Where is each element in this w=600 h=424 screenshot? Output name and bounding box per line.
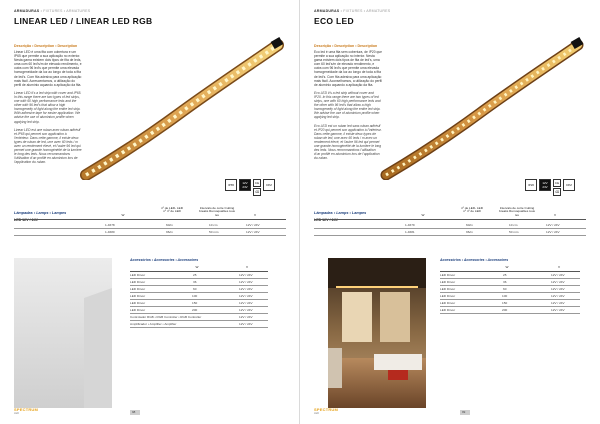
accessories-label: Accessórios • Accessories • Accessoires [130,258,199,262]
acc-v: 12V / 24V [239,322,253,326]
row-cut: 10 cm [509,223,518,227]
weee-bin-icon: ⌫ [554,190,560,194]
table-rule [130,292,268,293]
acc-w: 36 [193,280,197,284]
dimmable-icon: DIM [263,179,275,191]
interior-room-photo [328,258,426,408]
table-rule [130,320,268,321]
acc-v: 12V / 24V [239,308,253,312]
description-en: Linear LED it’s a led strip with cover and IP65. In this range there are two types of led strips, one with 60 high performance leds and the other with 96 led’s that allow a high homogeneity of light along the entire led strip. With adhesive tape for easier application. We advise the use of aluminium profile when applying led strip. [14,90,82,124]
voltage-icon: 12V 24V [539,179,551,191]
row-leds: 60/m [466,223,473,227]
ce-mark-icon: CE [554,181,560,185]
description-fr: Linear LED est une ruban avec ruban adhésif et IP65 qui permet son application à l’extérieur. Dans cette gamme, il existe deux types de ruban de led, une avec 60 leds / m avec un rendement élevé, et l’autre 96 led qui permet une grande homogénéité de la lumière le long des leds. Nous recommandons l’utilisation d’un profilé en aluminium lors de l’application du ruban. [14,127,82,165]
lamps-label: Lâmpadas • Lamps • Lampes [14,211,67,215]
acc-v: 12V / 24V [239,280,253,284]
row-leds: 60/m [166,223,173,227]
table-rule [130,285,268,286]
acc-w: 25 [193,273,197,277]
row-code: 1-4681 [405,230,415,234]
dimmable-icon: DIM [563,179,575,191]
acc-col-w: W [195,265,199,269]
table-rule [130,299,268,300]
page-title: ECO LED [314,16,354,26]
table-rule [314,235,586,236]
table-rule [130,313,268,314]
table-rule [314,228,586,229]
table-rule [314,219,586,220]
acc-v: 12V / 24V [551,301,565,305]
brand-logo: SPECTRUM LED [14,407,39,415]
table-rule [440,299,580,300]
description-label: Descrição • Description • Description [14,44,78,48]
description-fr: Eco LED est un ruban led sans ruban adhésif et IP20 qui permet son application à l’intérieur. Dans cette gamme, il existe deux types de ruban de led, une avec 60 leds / m avec un rendement élevé, et l’autre 96 led qui permet une grande homogénéité de la lumière le long des leds. Nous recommandons l’utilisation d’un profilé en aluminium lors de l’application du ruban. [314,123,382,161]
col-header-w: W [121,213,125,217]
led-strip-image [380,35,585,180]
description-en: Eco LED it’s a led strip without cover and IP20. In this range there are two types of led strips, one with 60 high performance leds and the other with 96 led’s that allow a high homogeneity of light along the entire led strip. We advise the use of aluminium profile when applying led strip. [314,90,381,120]
acc-v: 12V / 24V [551,308,565,312]
table-rule [14,219,286,220]
table-rule [14,235,286,236]
table-rule [440,278,580,279]
description-pt: Linear LED é uma fita com cobertura e um IP65 que permite a sua aplicação no exterior. Nesta gama existem dois tipos de fita de leds, uma com 60 led’s/m de elevado rendimento, e outra com 96 led’s que permite uma elevada homogeneidade da luz ao longo de toda a fita de led’s. Com fita adesiva para uma aplicação mais fácil. Acrescentamos, a utilização do perfil de alumínio aquando a aplicação da fita. [14,50,82,87]
table-rule [130,278,268,279]
row-volt: 12V / 24V [246,223,260,227]
voltage-icon: 12V 24V [239,179,251,191]
row-code: 1-4680 [105,230,115,234]
acc-v: 12V / 24V [551,280,565,284]
col-header-cut: Intervalo de corte Cutting breaks Remoquables tous les [499,206,535,217]
acc-w: 100 [502,294,508,298]
table-rule [130,271,268,272]
acc-name: Amplificador • Amplifier • Amplifier [130,322,177,326]
col-header-v: V [253,213,257,217]
table-rule [130,306,268,307]
acc-name: LED Driver [130,308,146,312]
acc-name: LED Driver [130,280,146,284]
acc-w: 150 [502,301,508,305]
description-pt: Eco led é uma fita sem cobertura, de IP20 que permite a sua aplicação no interior. Nesta gama existem dois tipos de fita de led’s, uma com 60 led’s/m de elevado rendimento, e outra com 96 led’s que permite uma elevada homogeneidade da luz ao longo de toda a fita de led’s. Com fita adesiva para uma aplicação mais fácil. Aconselhamos, a utilização do perfil de alumínio aquando a aplicação da fita. [314,50,382,87]
right-page [300,0,600,424]
acc-w: 200 [502,308,508,312]
col-header-cut: Intervalo de corte Cutting breaks Remoquables tous les [199,206,235,217]
acc-name: LED Driver [440,301,456,305]
acc-w: 36 [503,280,507,284]
table-rule [440,271,580,272]
spec-icons [525,179,575,196]
acc-name: Controlador RGB • RGB Controller • RGB Controller [130,315,202,319]
acc-v: 12V / 24V [239,294,253,298]
table-rule [440,313,580,314]
acc-name: LED Driver [440,294,456,298]
row-cut: 50 mm [509,230,519,234]
accessories-label: Accessórios • Accessories • Accessoires [440,258,509,262]
table-rule [440,292,580,293]
row-code: 1-4678 [105,223,115,227]
lamps-label: Lâmpadas • Lamps • Lampes [314,211,367,215]
acc-v: 12V / 24V [239,287,253,291]
ip-rating-icon: IP20 [525,179,537,191]
acc-name: LED Driver [440,308,456,312]
acc-name: LED Driver [130,273,146,277]
led-voltage-label: LED 12V / 24V [14,218,38,222]
table-rule [14,228,286,229]
col-header-v: V [553,213,557,217]
acc-col-w: W [505,265,509,269]
acc-v: 12V / 24V [551,294,565,298]
acc-name: LED Driver [440,273,456,277]
acc-col-v: V [557,265,561,269]
acc-v: 12V / 24V [239,273,253,277]
weee-bin-icon: ⌫ [254,190,260,194]
acc-col-v: V [245,265,249,269]
table-rule [440,285,580,286]
description-text [314,50,382,164]
acc-w: 60 [193,287,197,291]
brand-logo: SPECTRUM LED [314,407,339,415]
acc-v: 12V / 24V [239,301,253,305]
table-rule [440,306,580,307]
acc-w: 100 [192,294,198,298]
acc-v: 12V / 24V [551,287,565,291]
row-code: 1-4679 [405,223,415,227]
acc-name: LED Driver [130,294,146,298]
acc-name: LED Driver [130,287,146,291]
led-voltage-label: LED 12V / 24V [314,218,338,222]
product-photo [14,258,112,408]
acc-w: 200 [192,308,198,312]
page-number: 98 [132,410,136,414]
page-title: LINEAR LED / LINEAR LED RGB [14,16,153,26]
row-cut: 10 cm [209,223,218,227]
page-number: 99 [462,410,466,414]
acc-w: 60 [503,287,507,291]
led-strip-image [80,35,285,180]
row-volt: 12V / 24V [546,230,560,234]
ce-mark-icon: CE [254,181,260,185]
acc-v: 12V / 24V [239,315,253,319]
col-header-w: W [421,213,425,217]
acc-name: LED Driver [440,280,456,284]
acc-w: 150 [192,301,198,305]
acc-name: LED Driver [130,301,146,305]
description-text [14,50,82,168]
ip-rating-icon: IP65 [225,179,237,191]
acc-v: 12V / 24V [551,273,565,277]
description-label: Descrição • Description • Description [314,44,378,48]
row-leds: 96/m [166,230,173,234]
acc-name: LED Driver [440,287,456,291]
row-leds: 96/m [466,230,473,234]
row-volt: 12V / 24V [546,223,560,227]
row-cut: 50 mm [209,230,219,234]
acc-w: 25 [503,273,507,277]
breadcrumb: ARMADURAS • FIXTURES • ARMATURES [14,9,91,13]
breadcrumb: ARMADURAS • FIXTURES • ARMATURES [314,9,391,13]
row-volt: 12V / 24V [246,230,260,234]
spec-icons [225,179,275,196]
col-header-leds: nº de LED- LED nº nº de LED [161,206,183,214]
col-header-leds: nº de LED- LED nº nº de LED [461,206,483,214]
table-rule [130,327,268,328]
